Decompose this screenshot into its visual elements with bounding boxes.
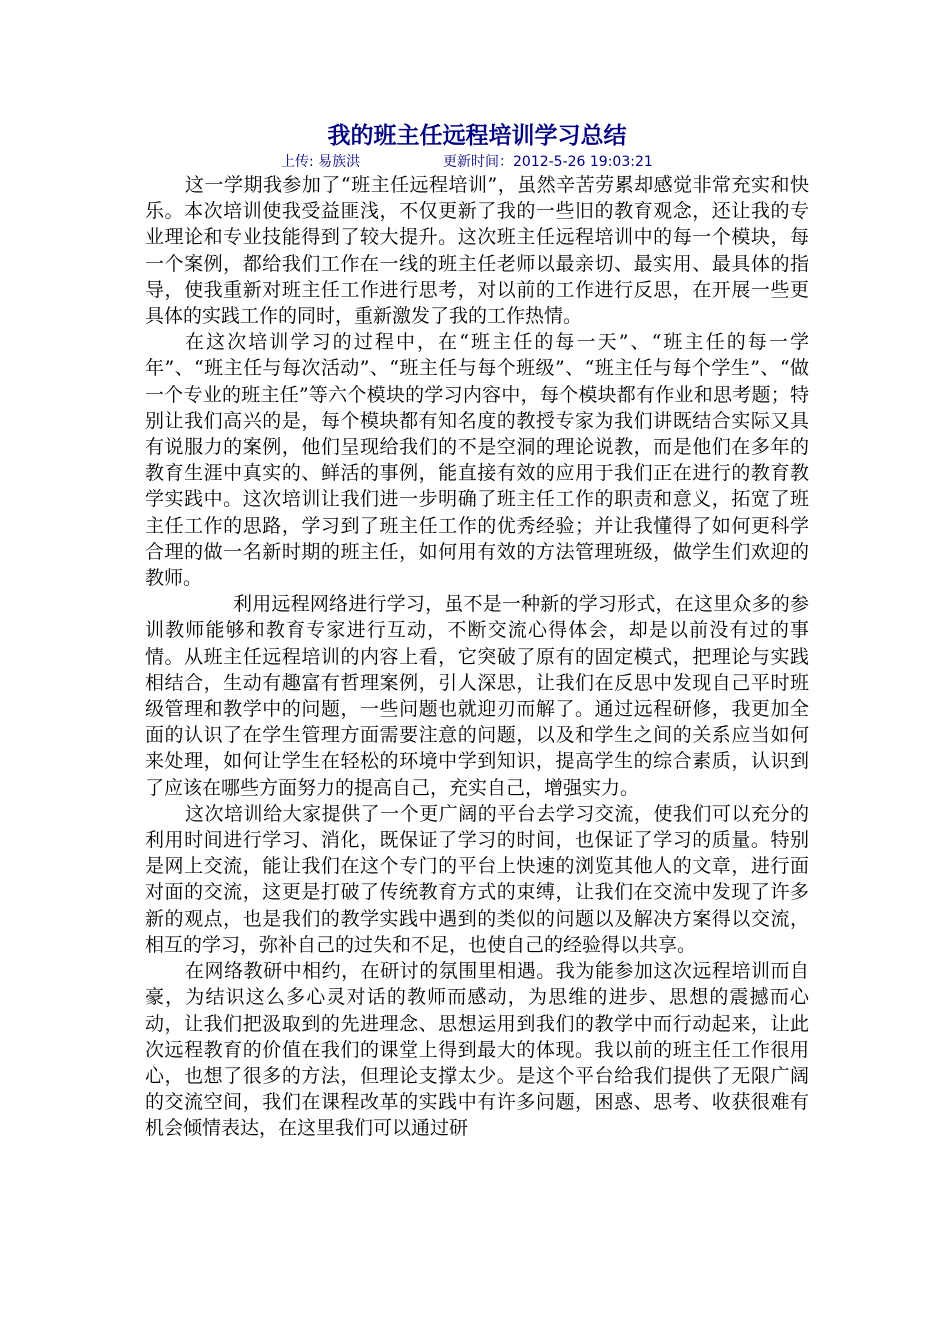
document-title: 我的班主任远程培训学习总结 <box>327 123 627 149</box>
document-page <box>145 120 809 1142</box>
paragraph-4: 这次培训给大家提供了一个更广阔的平台去学习交流，使我们可以充分的利用时间进行学习、消化，既保证了学习的时间，也保证了学习的质量。特别是网上交流，能让我们在这个专门的平台上快速的浏览其他人的文章，进行面对面的交流，这更是打破了传统教育方式的束缚，让我们在交流中发现了许多新的观点，也是我们的教学实践中遇到的类似的问题以及解决方案得以交流，相互的学习，弥补自己的过失和不足，也使自己的经验得以共享。 <box>145 802 809 956</box>
updated-time-label: 更新时间：2012-5-26 19:03:21 <box>443 154 653 170</box>
uploader-label: 上传: 易族洪 <box>281 154 361 170</box>
paragraph-5: 在网络教研中相约，在研讨的氛围里相遇。我为能参加这次远程培训而自豪，为结识这么多心灵对话的教师而感动，为思维的进步、思想的震撼而心动，让我们把汲取到的先进理念、思想运用到我们的教学中而行动起来，让此次远程教育的价值在我们的课堂上得到最大的体现。我以前的班主任工作很用心，也想了很多的方法，但理论支撑太少。是这个平台给我们提供了无限广阔的交流空间，我们在课程改革的实践中有许多问题，困惑、思考、收获很难有机会倾情表达，在这里我们可以通过研 <box>145 960 809 1140</box>
document-meta <box>145 152 809 172</box>
paragraph-1: 这一学期我参加了“班主任远程培训”，虽然辛苦劳累却感觉非常充实和快乐。本次培训使我受益匪浅，不仅更新了我的一些旧的教育观念，还让我的专业理论和专业技能得到了较大提升。这次班主任远程培训中的每一个模块，每一个案例，都给我们工作在一线的班主任老师以最亲切、最实用、最具体的指导，使我重新对班主任工作进行思考，对以前的工作进行反思，在开展一些更具体的实践工作的同时，重新激发了我的工作热情。 <box>145 174 809 328</box>
paragraph-3: 利用远程网络进行学习，虽不是一种新的学习形式，在这里众多的参训教师能够和教育专家进行互动，不断交流心得体会，却是以前没有过的事情。从班主任远程培训的内容上看，它突破了原有的固定模式，把理论与实践相结合，生动有趣富有哲理案例，引人深思，让我们在反思中发现自己平时班级管理和教学中的问题，一些问题也就迎刃而解了。通过远程研修，我更加全面的认识了在学生管理方面需要注意的问题，以及和学生之间的关系应当如何来处理，如何让学生在轻松的环境中学到知识，提高学生的综合素质，认识到了应该在哪些方面努力的提高自己，充实自己，增强实力。 <box>145 593 809 799</box>
paragraph-2: 在这次培训学习的过程中，在“班主任的每一天”、“班主任的每一学年”、“班主任与每次活动”、“班主任与每个班级”、“班主任与每个学生”、“做一个专业的班主任”等六个模块的学习内容中，每个模块都有作业和思考题；特别让我们高兴的是，每个模块都有知名度的教授专家为我们讲既结合实际又具有说服力的案例，他们呈现给我们的不是空洞的理论说教，而是他们在多年的教育生涯中真实的、鲜活的事例，能直接有效的应用于我们正在进行的教育教学实践中。这次培训让我们进一步明确了班主任工作的职责和意义，拓宽了班主任工作的思路，学习到了班主任工作的优秀经验；并让我懂得了如何更科学合理的做一名新时期的班主任，如何用有效的方法管理班级，做学生们欢迎的教师。 <box>145 331 809 590</box>
